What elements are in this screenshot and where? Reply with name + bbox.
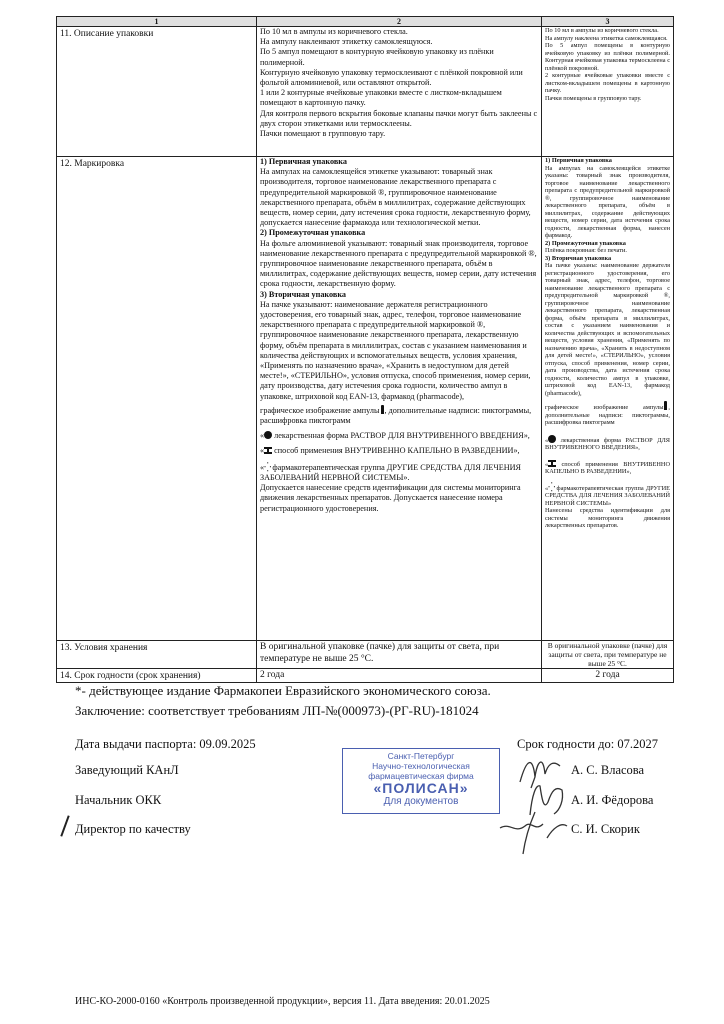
text-paragraph: На пачке указаны: наименование держателя регистрационного удостоверения, его товарный знак, адрес, телефон, торговое наименование лекарственного препарата с предупредительной маркировкой ®, группировочное наименование лекарственного препарата, лекарственная форма, объём препарата в миллилитрах, состав с указанием наименования и количества действующих и вспомогательных веществ, условия хранения, «Применять по назначению врача», «Хранить в недоступном для детей месте!», «СТЕРИЛЬНО», условия отпуска, способ применения, номер серии, дата производства, дата истечения срока годности, количество ампул в упаковке, штриховой код EAN-13, фармакод (pharmacode), <box>545 262 670 397</box>
table-row-packaging <box>57 27 674 157</box>
section-heading: 2) Промежуточная упаковка <box>545 239 626 247</box>
solution-drop-icon <box>548 435 556 443</box>
pictogram-text: способ применения ВНУТРИВЕННО КАПЕЛЬНО В РАЗВЕДЕНИИ», <box>545 460 670 475</box>
text-paragraph: Плёнка покровная: без печати. <box>545 247 627 254</box>
column-header: 3 <box>542 17 674 27</box>
text-paragraph: Нанесены средства идентификации для системы мониторинга движения лекарственных препаратов. <box>545 507 670 529</box>
text-line: 2 контурные ячейковые упаковки вместе с листком-вкладышем помещены в картонную пачку. <box>545 72 670 94</box>
company-stamp <box>342 748 500 814</box>
ampoule-icon <box>381 405 384 414</box>
table-header-row <box>57 17 674 27</box>
issue-date: Дата выдачи паспорта: 09.09.2025 <box>75 737 256 751</box>
text-line: По 10 мл в ампулы из коричневого стекла. <box>545 27 659 34</box>
document-footer: ИНС-КО-2000-0160 «Контроль произведенной продукции», версия 11. Дата введения: 20.01.2025 <box>75 996 490 1007</box>
text-line: Пачки помещены в групповую тару. <box>545 94 642 102</box>
table-row-storage <box>57 641 674 669</box>
signer-role: Начальник ОКК <box>75 793 162 807</box>
text-fragment: , дополнительные надписи: пиктограммы, расшифровка пиктограмм <box>545 404 670 426</box>
stamp-line: «ПОЛИСАН» <box>373 780 469 796</box>
text-line: Для контроля первого вскрытия боковые клапаны пачки могут быть заклеены с двух сторон этикетками или термосклеены. <box>260 108 538 128</box>
text-paragraph: На ампулах на самоклеящейся этикетке указывают: товарный знак производителя, торговое наименование лекарственного препарата с предупредительной маркировкой ®, группировочное наименование лекарственного препарата, объём в миллилитрах, содержание действующих веществ, номер серии, дату истечения срока годности, лекарственную форму, допускается нанесение фармакода или технологической метки. <box>260 167 531 228</box>
text-fragment: графическое изображение ампулы <box>545 404 664 411</box>
section-heading: 1) Первичная упаковка <box>545 157 612 164</box>
signer-name: А. С. Власова <box>571 763 645 777</box>
infusion-drip-icon <box>264 447 272 454</box>
text-line: По 5 ампул помещают в контурную ячейковую упаковку из плёнки полимерной. <box>260 47 494 67</box>
row-label: 13. Условия хранения <box>57 641 257 669</box>
section-heading: 1) Первичная упаковка <box>260 157 347 166</box>
text-paragraph: Допускается нанесение средств идентификации для системы мониторинга движения лекарственных препаратов. Допускается нанесение номера регистрационного удостоверения. <box>260 483 521 513</box>
pictogram-text: лекарственная форма РАСТВОР ДЛЯ ВНУТРИВЕННОГО ВВЕДЕНИЯ», <box>545 436 670 451</box>
text-line: На ампулу наклеена этикетка самоклеящаяся. <box>545 34 668 42</box>
pharmacotherapy-group-icon: ⁛ <box>264 461 271 472</box>
text-paragraph: На ампулах на самоклеящейся этикетке указаны: товарный знак производителя, торговое наименование лекарственного препарата с предупредительной маркировкой ®, группировочное наименование лекарственного препарата, объём в миллилитрах, содержание действующих веществ, номер серии, дата истечения срока годности, лекарственная форма, нанесен фармакод. <box>545 164 670 239</box>
infusion-drip-icon <box>548 460 556 467</box>
row-label: 14. Срок годности (срок хранения) <box>57 669 257 683</box>
text-paragraph: На пачке указывают: наименование держателя регистрационного удостоверения, его товарный знак, адрес, телефон, торговое наименование лекарственного препарата с предупредительной маркировкой ®, группировочное наименование лекарственного препарата, лекарственную форму, объём препарата в миллилитрах, состав с указанием наименования и количества действующих и вспомогательных веществ, условия хранения, «Применять по назначению врача», «Хранить в недоступном для детей месте!», «СТЕРИЛЬНО», условия отпуска, способ применения, номер серии, дату производства, дату истечения срока годности, количество ампул в упаковке, штриховой код EAN-13, фармакод (pharmacode), <box>260 299 531 401</box>
ampoule-icon <box>664 401 667 410</box>
signer-name: С. И. Скорик <box>571 822 640 836</box>
hand-slash-mark <box>60 815 69 836</box>
expiry-date: Срок годности до: 07.2027 <box>517 737 659 751</box>
result-cell: 1) Первичная упаковка На ампулах на самоклеящейся этикетке указаны: товарный знак производителя, торговое наименование лекарственного препарата с предупредительной маркировкой ®, группировочное наименование лекарственного препарата, объём в миллилитрах, содержание действующих веществ, номер серии, дата истечения срока годности, лекарственная форма, нанесен фармакод. 2) Промежуточная упаковка Плёнка покровная: без печати. 3) Вторичная упаковка На пачке указаны: наименование держателя регистрационного удостоверения, его товарный знак, адрес, телефон, торговое наименование лекарственного препарата с предупредительной маркировкой ®, группировочное наименование лекарственного препарата, лекарственная форма, объём препарата в миллилитрах, состав с указанием наименования и количества действующих и вспомогательных веществ, условия хранения, «Применять по назначению врача», «Хранить в недоступном для детей месте!», «СТЕРИЛЬНО», условия отпуска, способ применения, номер серии, дата производства, дата истечения срока годности, количество ампул в упаковке, штриховой код EAN-13, фармакод (pharmacode), графическое изображение ампулы , дополнительные надписи: пиктограммы, расшифровка пиктограмм « лекарственная форма РАСТВОР ДЛЯ ВНУТРИВЕННОГО ВВЕДЕНИЯ», « способ применения ВНУТРИВЕННО КАПЕЛЬНО В РАЗВЕДЕНИИ», «⁛ фармакотерапевтическая группа ДРУГИЕ СРЕДСТВА ДЛЯ ЛЕЧЕНИЯ ЗАБОЛЕВАНИЙ НЕРВНОЙ СИСТЕМЫ» Нанесены средства идентификации для системы мониторинга движения лекарственных препаратов. <box>542 157 674 641</box>
solution-drop-icon <box>264 431 272 439</box>
result-cell <box>542 27 674 157</box>
signer-role: Заведующий КАнЛ <box>75 763 179 777</box>
section-heading: 2) Промежуточная упаковка <box>260 228 366 238</box>
text-line: Контурную ячейковую упаковку термосклеивают с плёнкой покровной или фольгой алюминиевой, или оставляют открытой. <box>260 67 523 88</box>
signer-role: Директор по качеству <box>75 822 191 836</box>
pharmacotherapy-group-icon: ⁛ <box>548 481 555 492</box>
text-line: На ампулу наклеивают этикетку самоклеящуюся. <box>260 37 433 47</box>
signer-name: А. И. Фёдорова <box>571 793 654 807</box>
table-row-shelf-life <box>57 669 674 683</box>
requirement-cell: 1) Первичная упаковка На ампулах на самоклеящейся этикетке указывают: товарный знак производителя, торговое наименование лекарственного препарата с предупредительной маркировкой ®, группировочное наименование лекарственного препарата, объём в миллилитрах, содержание действующих веществ, номер серии, дату истечения срока годности, лекарственную форму, допускается нанесение фармакода или технологической метки. 2) Промежуточная упаковка На фольге алюминиевой указывают: товарный знак производителя, торговое наименование лекарственного препарата с предупредительной маркировкой ®, группировочное наименование лекарственного препарата, объём в миллилитрах, содержание действующих веществ, номер серии, дату истечения срока годности, лекарственную форму. 3) Вторичная упаковка На пачке указывают: наименование держателя регистрационного удостоверения, его товарный знак, адрес, телефон, торговое наименование лекарственного препарата с предупредительной маркировкой ®, группировочное наименование лекарственного препарата, лекарственную форму, объём препарата в миллилитрах, состав с указанием наименования и количества действующих и вспомогательных веществ, условия хранения, «Применять по назначению врача», «Хранить в недоступном для детей месте!», «СТЕРИЛЬНО», условия отпуска, способ применения, номер серии, дату производства, дату истечения срока годности, количество ампул в упаковке, штриховой код EAN-13, фармакод (pharmacode), графическое изображение ампулы , дополнительные надписи: пиктограммы, расшифровка пиктограмм « лекарственная форма РАСТВОР ДЛЯ ВНУТРИВЕННОГО ВВЕДЕНИЯ», « способ применения ВНУТРИВЕННО КАПЕЛЬНО В РАЗВЕДЕНИИ», «⁛ фармакотерапевтическая группа ДРУГИЕ СРЕДСТВА ДЛЯ ЛЕЧЕНИЯ ЗАБОЛЕВАНИЙ НЕРВНОЙ СИСТЕМЫ». Допускается нанесение средств идентификации для системы мониторинга движения лекарственных препаратов. Допускается нанесение номера регистрационного удостоверения. <box>257 157 542 641</box>
text-line: По 5 ампул помещены в контурную ячейковую упаковку из плёнки полимерной. Контурная ячейковая упаковка термосклеена с плёнкой покровной. <box>545 42 670 72</box>
table-row-labeling <box>57 157 674 641</box>
column-header: 2 <box>257 17 542 27</box>
row-label: 11. Описание упаковки <box>57 27 257 157</box>
text-line: 1 или 2 контурные ячейковые упаковки вместе с листком-вкладышем помещают в картонную пачку. <box>260 88 502 108</box>
text-line: Пачки помещают в групповую тару. <box>260 129 386 139</box>
requirement-cell: 2 года <box>257 669 542 683</box>
row-label: 12. Маркировка <box>57 157 257 641</box>
pharmacopoeia-note: *- действующее издание Фармакопеи Евразийского экономического союза. <box>75 683 491 698</box>
pictogram-text: фармакотерапевтическая группа ДРУГИЕ СРЕДСТВА ДЛЯ ЛЕЧЕНИЯ ЗАБОЛЕВАНИЙ НЕРВНОЙ СИСТЕМЫ» <box>545 484 670 507</box>
result-cell: В оригинальной упаковке (пачке) для защиты от света, при температуре не выше 25 °С. <box>542 641 674 669</box>
stamp-line: Научно-технологическая <box>372 761 470 771</box>
stamp-line: фармацевтическая фирма <box>368 771 474 781</box>
pictogram-text: способ применения ВНУТРИВЕННО КАПЕЛЬНО В РАЗВЕДЕНИИ», <box>272 446 520 456</box>
text-fragment: , дополнительные надписи: пиктограммы, расшифровка пиктограмм <box>260 405 532 426</box>
specification-table <box>56 16 674 683</box>
stamp-line: Санкт-Петербург <box>387 751 455 761</box>
pictogram-text: фармакотерапевтическая группа ДРУГИЕ СРЕДСТВА ДЛЯ ЛЕЧЕНИЯ ЗАБОЛЕВАНИЙ НЕРВНОЙ СИСТЕМЫ». <box>260 462 521 482</box>
requirement-cell: В оригинальной упаковке (пачке) для защиты от света, при температуре не выше 25 °С. <box>257 641 542 669</box>
text-paragraph: На фольге алюминиевой указывают: товарный знак производителя, торговое наименование лекарственного препарата с предупредительной маркировкой ®, группировочное наименование лекарственного препарата, объём в миллилитрах, содержание действующих веществ, номер серии, дату истечения срока годности, лекарственную форму. <box>260 238 537 289</box>
text-line: По 10 мл в ампулы из коричневого стекла. <box>260 27 408 36</box>
conclusion: Заключение: соответствует требованиям ЛП-№(000973)-(РГ-RU)-181024 <box>75 703 479 718</box>
requirement-cell <box>257 27 542 157</box>
text-fragment: графическое изображение ампулы <box>260 405 380 415</box>
section-heading: 3) Вторичная упаковка <box>260 289 347 299</box>
column-header: 1 <box>57 17 257 27</box>
section-heading: 3) Вторичная упаковка <box>545 254 612 262</box>
result-cell: 2 года <box>542 669 674 683</box>
stamp-line: Для документов <box>383 796 459 807</box>
signature-skorik <box>495 808 570 858</box>
pictogram-text: лекарственная форма РАСТВОР ДЛЯ ВНУТРИВЕННОГО ВВЕДЕНИЯ», <box>272 431 530 441</box>
